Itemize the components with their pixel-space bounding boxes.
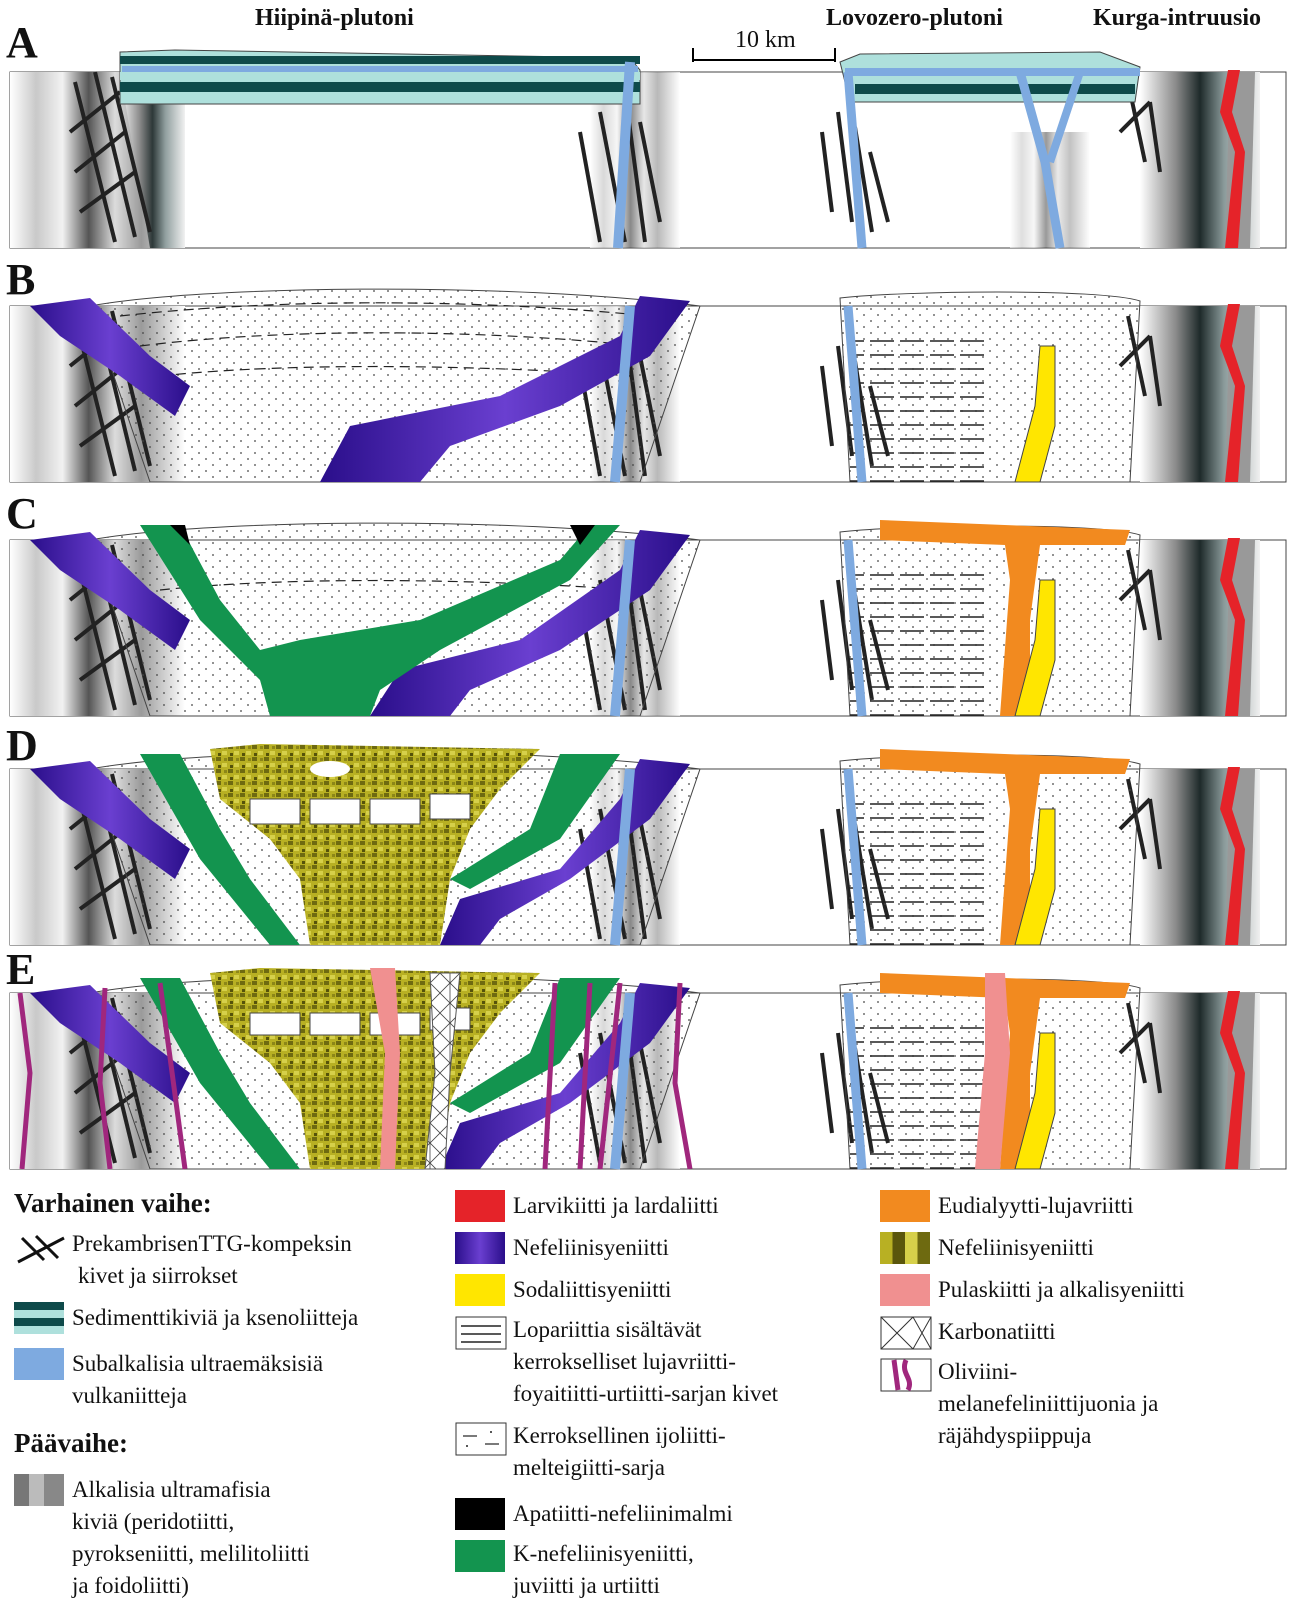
legend-apatiitti: Apatiitti-nefeliinimalmi (513, 1501, 733, 1526)
subalkali-swatch (14, 1348, 64, 1380)
legend-nefeliini2: Nefeliinisyeniitti (938, 1235, 1094, 1260)
legend-nefelinisyenite: Nefeliinisyeniitti (513, 1235, 669, 1260)
legend-lopariitti-2: kerrokselliset lujavriitti- (513, 1349, 736, 1374)
legend-k-nefeliini-2: juviitti ja urtiitti (513, 1573, 660, 1598)
legend (0, 1180, 1299, 1615)
legend-ijoliitti-2: melteigiitti-sarja (513, 1455, 666, 1480)
lopariitti-swatch-icon (455, 1316, 507, 1350)
ijoliitti-swatch-icon (455, 1422, 507, 1456)
panel-label-e: E (6, 945, 36, 994)
panel-label-a: A (6, 18, 38, 67)
legend-ultramafic-1: Alkalisia ultramafisia (72, 1477, 271, 1502)
panel-d (10, 744, 1286, 945)
legend-larvikiitti: Larvikiitti ja lardaliitti (513, 1193, 719, 1218)
legend-karbonatiitti: Karbonatiitti (938, 1319, 1056, 1344)
apatiitti-swatch (455, 1498, 505, 1530)
header-lovozero: Lovozero-plutoni (826, 5, 1003, 31)
legend-early-title: Varhainen vaihe: (14, 1188, 212, 1218)
legend-lopariitti-1: Lopariittia sisältävät (513, 1317, 702, 1342)
sodaliitti-swatch (455, 1274, 505, 1306)
nefeliini-texture-swatch (880, 1232, 930, 1264)
panel-label-c: C (6, 489, 38, 538)
legend-subalkali-2: vulkaniitteja (72, 1383, 187, 1408)
sediment-swatch (14, 1302, 64, 1334)
k-nefeliini-swatch (455, 1540, 505, 1572)
legend-ttg-2: kivet ja siirrokset (78, 1263, 238, 1288)
scale-label: 10 km (735, 27, 796, 53)
legend-pulaskiitti: Pulaskiitti ja alkalisyeniitti (938, 1277, 1185, 1302)
karbonatiitti-swatch-icon (880, 1316, 932, 1350)
legend-subalkali-1: Subalkalisia ultraemäksisiä (72, 1351, 324, 1376)
ultramafic-swatch (14, 1474, 64, 1506)
legend-ijoliitti-1: Kerroksellinen ijoliitti- (513, 1423, 726, 1448)
legend-olivine-2: melanefeliniittijuonia ja (938, 1391, 1159, 1416)
legend-ultramafic-4: ja foidoliitti) (72, 1573, 189, 1598)
panel-label-d: D (6, 721, 38, 770)
larvikiitti-swatch (455, 1190, 505, 1222)
pulaskiitti-swatch (880, 1274, 930, 1306)
legend-main-title: Päävaihe: (14, 1428, 128, 1458)
legend-olivine-3: räjähdyspiippuja (938, 1423, 1092, 1448)
legend-lopariitti-3: foyaitiitti-urtiitti-sarjan kivet (513, 1381, 779, 1406)
panel-e (10, 968, 1286, 1169)
legend-eudialyytti: Eudialyytti-lujavriitti (938, 1193, 1134, 1218)
legend-ultramafic-2: kiviä (peridotiitti, (72, 1509, 235, 1534)
ttg-swatch-icon (14, 1232, 70, 1268)
olivine-swatch-icon (880, 1358, 932, 1392)
panel-label-b: B (6, 255, 36, 304)
legend-ultramafic-3: pyrokseniitti, melilitoliitti (72, 1541, 310, 1566)
panel-a (10, 50, 1286, 248)
header-kurga: Kurga-intruusio (1093, 5, 1262, 31)
legend-ttg-1: PrekambrisenTTG-kompeksin (72, 1231, 352, 1256)
eudialyytti-swatch (880, 1190, 930, 1222)
nefelinisyenite-swatch (455, 1232, 505, 1264)
panel-b (10, 289, 1286, 482)
legend-sodaliitti: Sodaliittisyeniitti (513, 1277, 672, 1302)
panel-c (10, 520, 1286, 716)
header-hiipina: Hiipinä-plutoni (255, 5, 414, 31)
legend-sediment: Sedimenttikiviä ja ksenoliitteja (72, 1305, 359, 1330)
legend-olivine-1: Oliviini- (938, 1359, 1018, 1384)
legend-k-nefeliini-1: K-nefeliinisyeniitti, (513, 1541, 694, 1566)
